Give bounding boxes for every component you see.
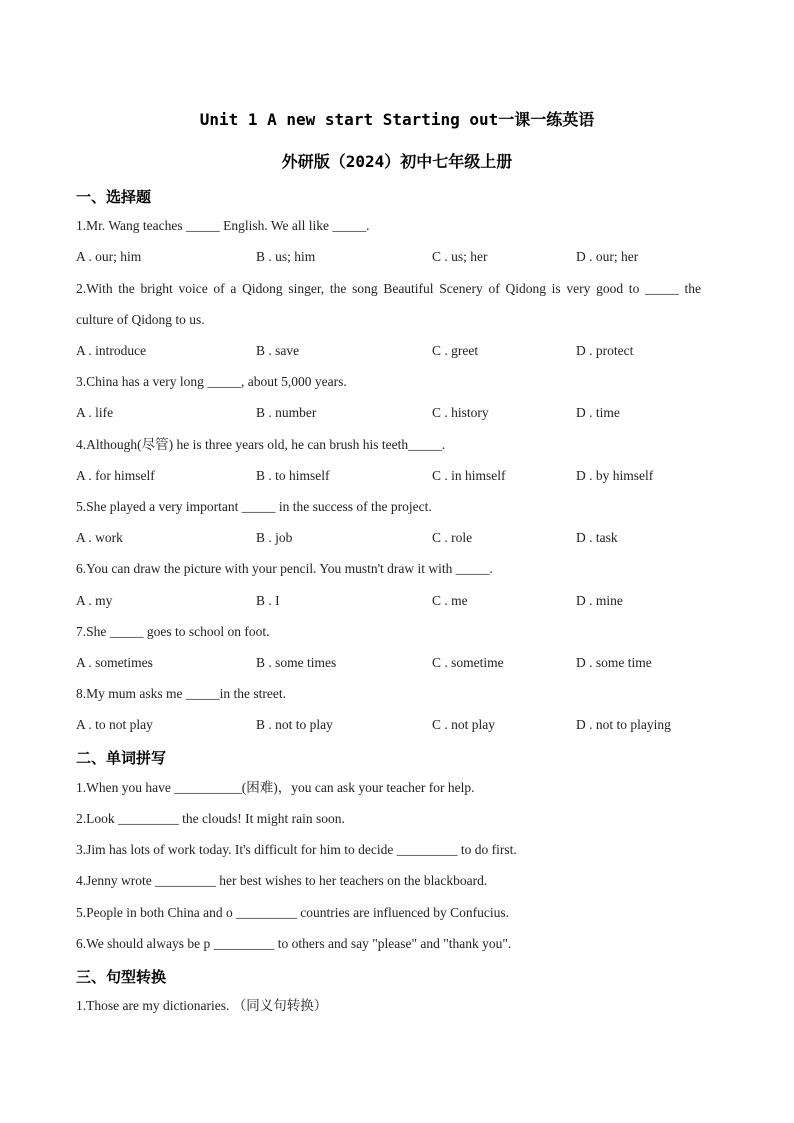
question-5-option-b: B . job [256, 530, 293, 545]
question-7-option-a: A . sometimes [76, 655, 153, 670]
question-4-text: 4.Although(尽管) he is three years old, he can brush his teeth_____. [76, 437, 446, 452]
section-heading-sentence-transformation: 三、句型转换 [76, 968, 167, 986]
question-8-option-a: A . to not play [76, 717, 153, 732]
question-8-option-b: B . not to play [256, 717, 333, 732]
spelling-item-6: 6.We should always be p _________ to others and say "please" and "thank you". [76, 936, 512, 951]
question-1-option-c: C . us; her [432, 249, 488, 264]
question-6-option-b: B . I [256, 593, 280, 608]
spelling-item-2: 2.Look _________ the clouds! It might rain soon. [76, 811, 345, 826]
question-4-option-c: C . in himself [432, 468, 506, 483]
question-6-text: 6.You can draw the picture with your pencil. You mustn't draw it with _____. [76, 561, 493, 576]
document-title: Unit 1 A new start Starting out一课一练英语 [199, 110, 595, 129]
question-3-option-d: D . time [576, 405, 620, 420]
question-5-option-d: D . task [576, 530, 618, 545]
question-1-text: 1.Mr. Wang teaches _____ English. We all like _____. [76, 218, 370, 233]
section-heading-multiple-choice: 一、选择题 [76, 188, 152, 206]
question-3-option-c: C . history [432, 405, 489, 420]
question-4-option-b: B . to himself [256, 468, 330, 483]
question-4-option-a: A . for himself [76, 468, 155, 483]
question-6-option-c: C . me [432, 593, 468, 608]
spelling-item-3: 3.Jim has lots of work today. It's difficult for him to decide _________ to do first. [76, 842, 517, 857]
question-2-option-a: A . introduce [76, 343, 147, 358]
question-7-text: 7.She _____ goes to school on foot. [76, 624, 270, 639]
question-6-option-d: D . mine [576, 593, 623, 608]
question-1-option-a: A . our; him [76, 249, 142, 264]
question-2-option-d: D . protect [576, 343, 634, 358]
question-2-option-b: B . save [256, 343, 300, 358]
question-3-option-a: A . life [76, 405, 114, 420]
section-heading-word-spelling: 二、单词拼写 [76, 749, 167, 767]
question-7-option-d: D . some time [576, 655, 652, 670]
question-2-text-line-1: 2.With the bright voice of a Qidong singer, the song Beautiful Scenery of Qidong is very good to _____ the [76, 281, 701, 296]
question-8-text: 8.My mum asks me _____in the street. [76, 686, 286, 701]
question-7-option-b: B . some times [256, 655, 337, 670]
spelling-item-5: 5.People in both China and o _________ countries are influenced by Confucius. [76, 905, 510, 920]
question-3-option-b: B . number [256, 405, 317, 420]
question-1-option-b: B . us; him [256, 249, 316, 264]
question-1-option-d: D . our; her [576, 249, 639, 264]
question-2-option-c: C . greet [432, 343, 479, 358]
question-5-text: 5.She played a very important _____ in the success of the project. [76, 499, 432, 514]
transformation-item-1: 1.Those are my dictionaries. （同义句转换） [76, 998, 328, 1013]
document-subtitle: 外研版（2024）初中七年级上册 [281, 152, 513, 171]
question-2-text-line-2: culture of Qidong to us. [76, 312, 205, 327]
spelling-item-1: 1.When you have __________(困难)，you can ask your teacher for help. [76, 780, 475, 795]
spelling-item-4: 4.Jenny wrote _________ her best wishes to her teachers on the blackboard. [76, 873, 488, 888]
question-3-text: 3.China has a very long _____, about 5,000 years. [76, 374, 347, 389]
question-8-option-c: C . not play [432, 717, 495, 732]
question-6-option-a: A . my [76, 593, 113, 608]
question-4-option-d: D . by himself [576, 468, 654, 483]
question-8-option-d: D . not to playing [576, 717, 671, 732]
question-5-option-a: A . work [76, 530, 123, 545]
question-5-option-c: C . role [432, 530, 473, 545]
question-7-option-c: C . sometime [432, 655, 504, 670]
